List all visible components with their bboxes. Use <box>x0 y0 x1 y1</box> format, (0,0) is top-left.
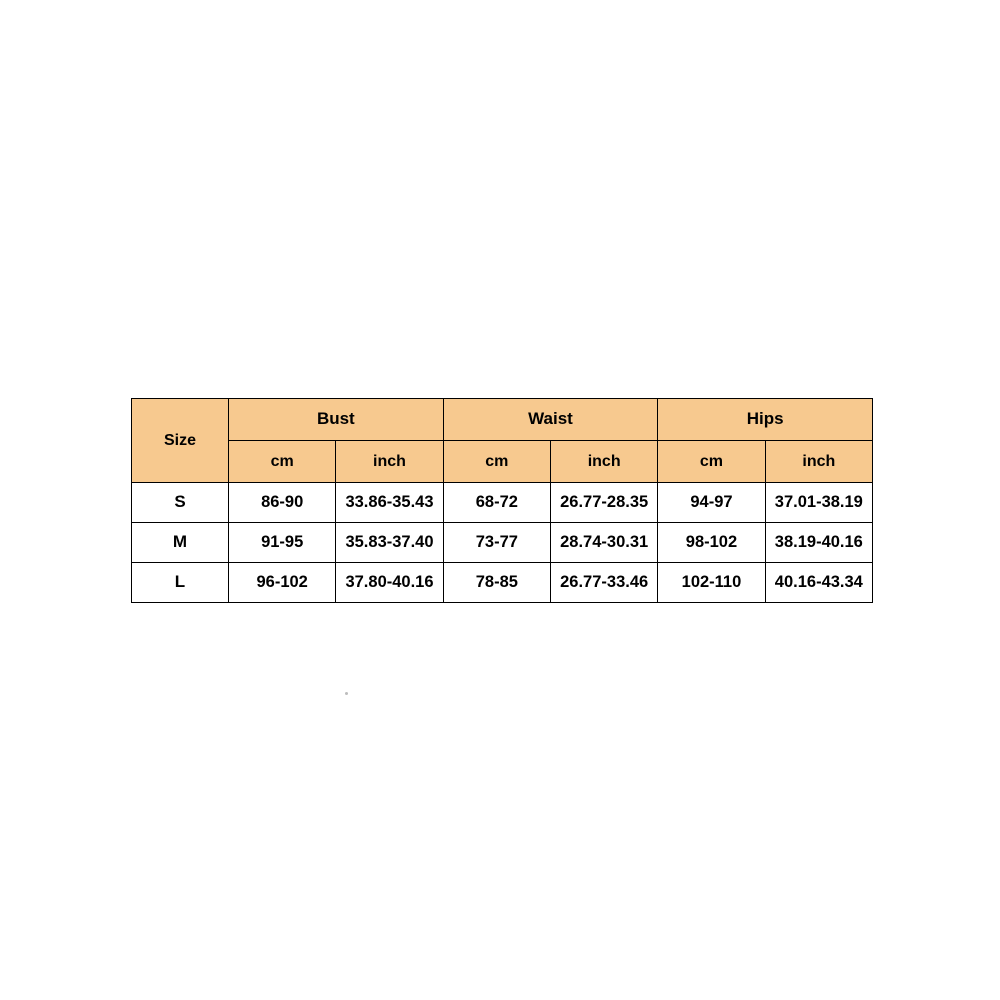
header-group-waist: Waist <box>443 399 658 441</box>
cell-bust-cm: 86-90 <box>229 483 336 523</box>
header-unit-waist-cm: cm <box>443 441 550 483</box>
cell-waist-cm: 78-85 <box>443 563 550 603</box>
header-unit-hips-cm: cm <box>658 441 765 483</box>
cell-hips-cm: 98-102 <box>658 523 765 563</box>
image-speck <box>345 692 348 695</box>
cell-size: M <box>132 523 229 563</box>
header-size: Size <box>132 399 229 483</box>
cell-hips-inch: 38.19-40.16 <box>765 523 872 563</box>
table-row <box>132 563 873 603</box>
cell-waist-cm: 68-72 <box>443 483 550 523</box>
cell-hips-cm: 102-110 <box>658 563 765 603</box>
cell-bust-inch: 33.86-35.43 <box>336 483 443 523</box>
cell-bust-cm: 96-102 <box>229 563 336 603</box>
cell-waist-inch: 26.77-33.46 <box>550 563 657 603</box>
table-row <box>132 523 873 563</box>
header-group-hips: Hips <box>658 399 873 441</box>
cell-hips-inch: 40.16-43.34 <box>765 563 872 603</box>
cell-waist-cm: 73-77 <box>443 523 550 563</box>
header-row-units <box>132 441 873 483</box>
cell-size: L <box>132 563 229 603</box>
cell-size: S <box>132 483 229 523</box>
size-chart-table <box>131 398 873 603</box>
size-chart-header <box>132 399 873 483</box>
cell-hips-cm: 94-97 <box>658 483 765 523</box>
size-chart-container <box>131 398 873 603</box>
cell-waist-inch: 26.77-28.35 <box>550 483 657 523</box>
header-unit-hips-inch: inch <box>765 441 872 483</box>
cell-waist-inch: 28.74-30.31 <box>550 523 657 563</box>
header-unit-waist-inch: inch <box>550 441 657 483</box>
header-unit-bust-inch: inch <box>336 441 443 483</box>
cell-bust-inch: 35.83-37.40 <box>336 523 443 563</box>
header-group-bust: Bust <box>229 399 444 441</box>
header-row-groups <box>132 399 873 441</box>
cell-bust-cm: 91-95 <box>229 523 336 563</box>
size-chart-body <box>132 483 873 603</box>
cell-hips-inch: 37.01-38.19 <box>765 483 872 523</box>
header-unit-bust-cm: cm <box>229 441 336 483</box>
cell-bust-inch: 37.80-40.16 <box>336 563 443 603</box>
table-row <box>132 483 873 523</box>
